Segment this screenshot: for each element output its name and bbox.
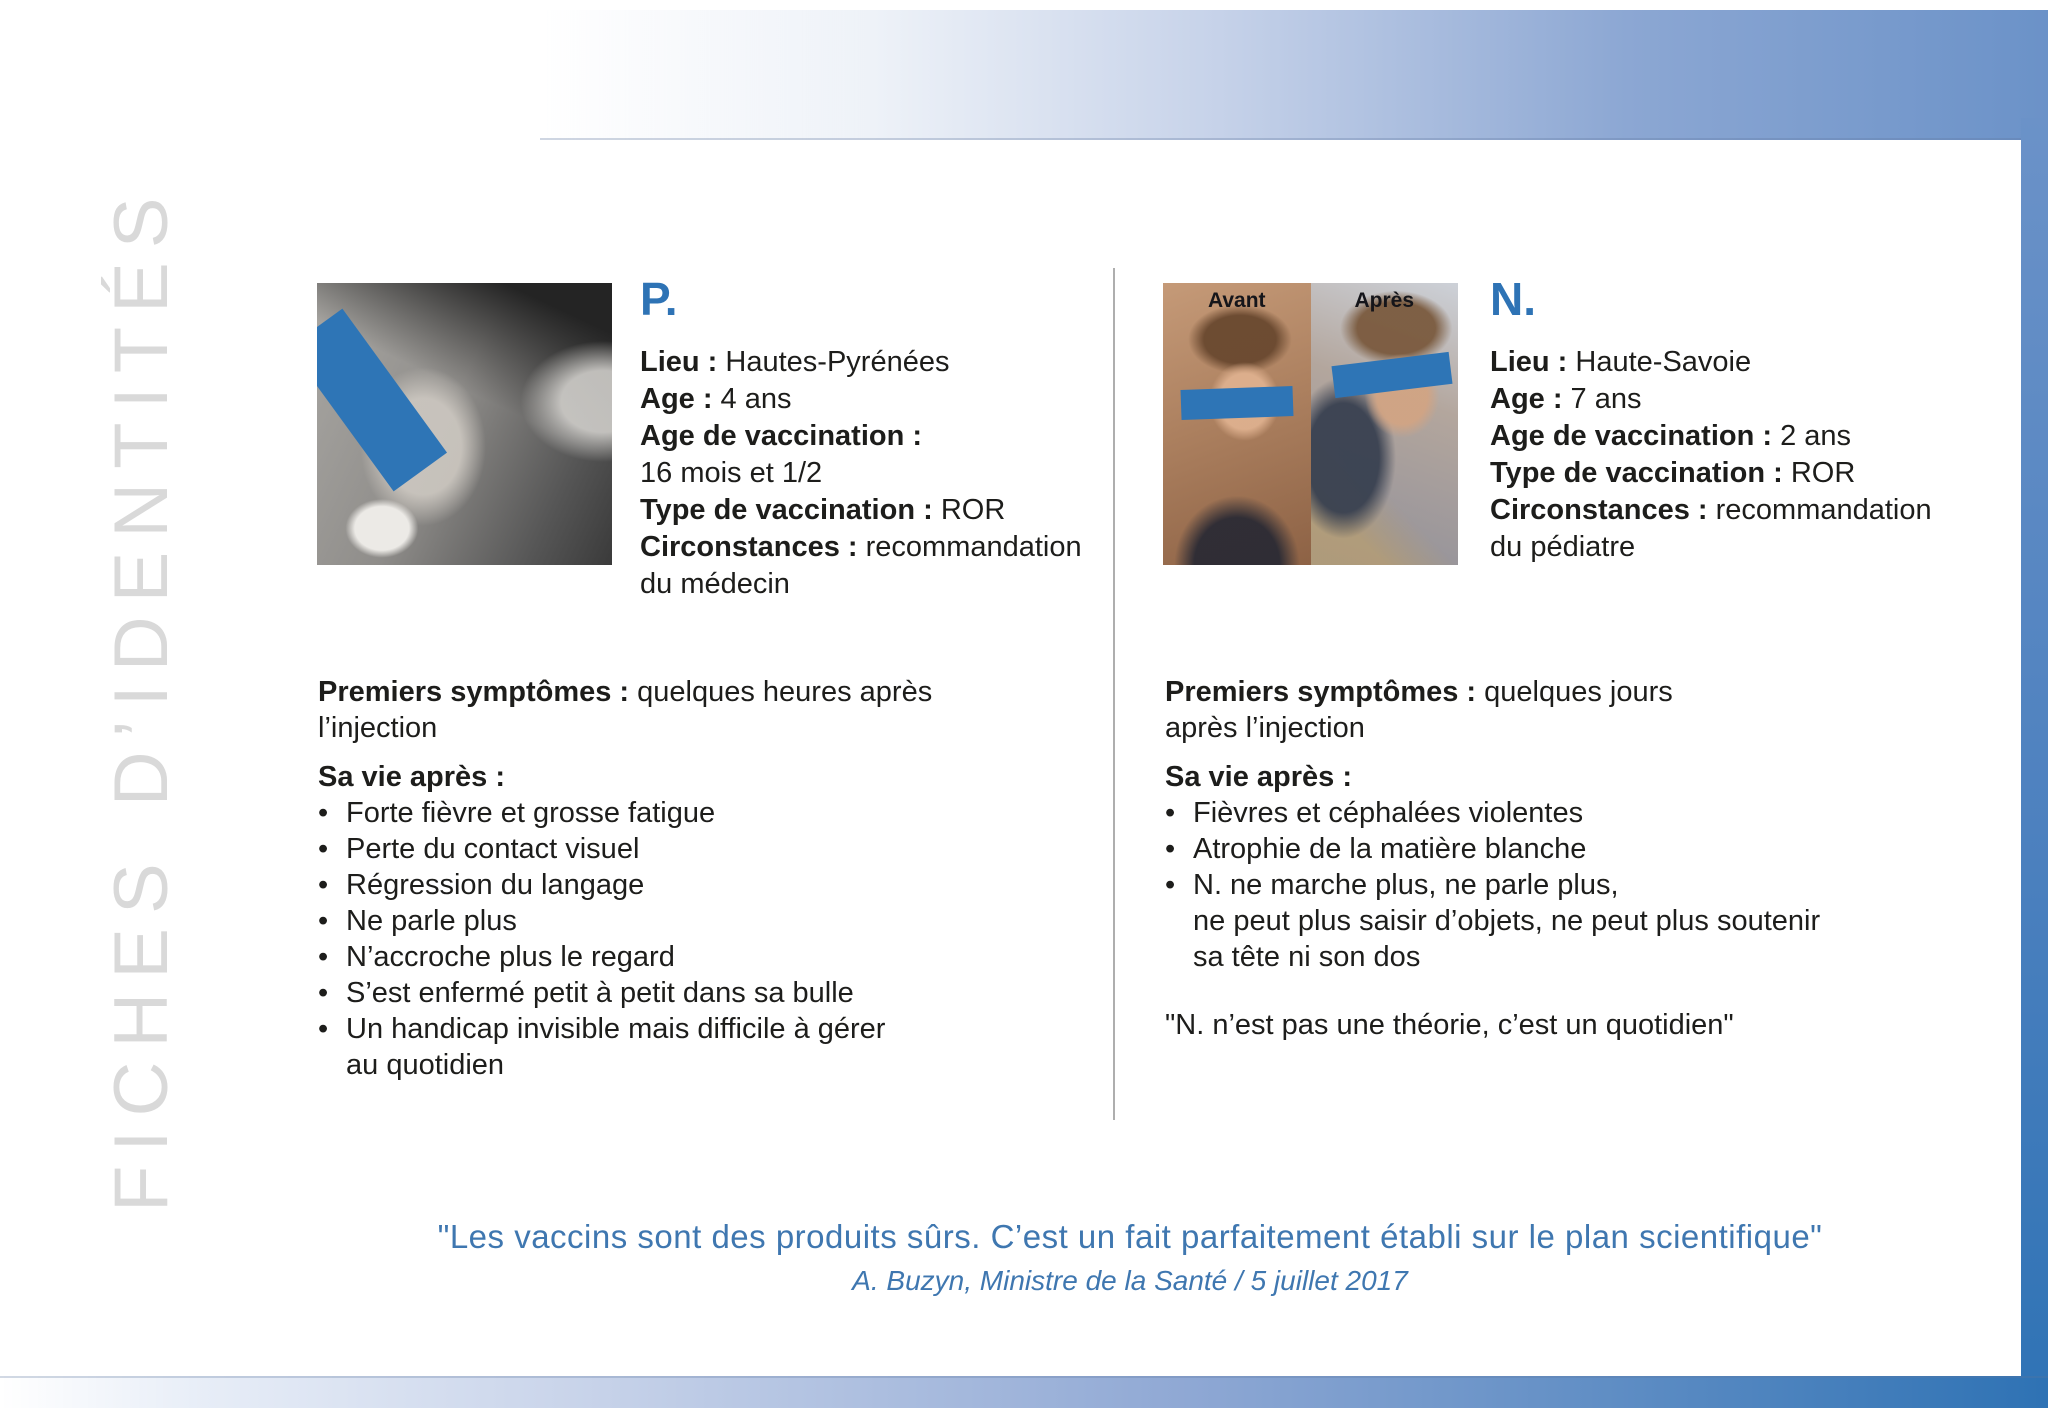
after-title: Sa vie après : <box>318 761 505 793</box>
bullet-item: • N. ne marche plus, ne parle plus, <box>1165 869 1619 901</box>
bullet-dot: • <box>1165 869 1176 901</box>
censor-bar <box>317 309 447 492</box>
info-line: du pédiatre <box>1490 531 1636 563</box>
bullet-continuation: ne peut plus saisir d’objets, ne peut plus soutenir <box>1193 905 1821 937</box>
case-p-info <box>640 344 1082 603</box>
case-n-photos <box>1163 283 1458 565</box>
bullet-dot: • <box>318 797 329 829</box>
case-p-heading: P. <box>640 273 678 325</box>
bullet-item: • Forte fièvre et grosse fatigue <box>318 797 716 829</box>
bullet-continuation: sa tête ni son dos <box>1193 941 1421 973</box>
bullet-item: • Atrophie de la matière blanche <box>1165 833 1587 865</box>
bullet-dot: • <box>318 941 329 973</box>
info-line: Age : 7 ans <box>1490 383 1642 415</box>
info-line: Type de vaccination : ROR <box>640 494 1006 526</box>
info-line: Type de vaccination : ROR <box>1490 457 1856 489</box>
symptom-lines <box>1165 674 1925 746</box>
bottom-gradient-band <box>0 1376 2048 1408</box>
top-gradient-band <box>540 10 2048 140</box>
bullet-item: • S’est enfermé petit à petit dans sa bulle <box>318 977 854 1009</box>
case-p-symptoms <box>318 674 1018 1083</box>
footer-quote: "Les vaccins sont des produits sûrs. C’est un fait parfaitement établi sur le plan scientifique" <box>437 1218 1823 1255</box>
info-line: Lieu : Haute-Savoie <box>1490 346 1752 378</box>
case-n-info <box>1490 344 1932 566</box>
bullet-dot: • <box>318 833 329 865</box>
symptom-line: Premiers symptômes : quelques jours <box>1165 676 1673 708</box>
symptom-line: Premiers symptômes : quelques heures après <box>318 676 933 708</box>
bullet-item: • Fièvres et céphalées violentes <box>1165 797 1584 829</box>
photo-after <box>1311 283 1459 565</box>
case-p-photo <box>317 283 612 565</box>
bullet-list <box>1165 795 1925 975</box>
column-divider <box>1113 268 1115 1120</box>
bullet-dot: • <box>318 1013 329 1045</box>
bullet-dot: • <box>318 905 329 937</box>
info-line: Circonstances : recommandation <box>640 531 1082 563</box>
censor-bar <box>1331 352 1452 398</box>
bullet-item: • Perte du contact visuel <box>318 833 640 865</box>
right-gradient-strip <box>2021 118 2048 1408</box>
case-quote: "N. n’est pas une théorie, c’est un quotidien" <box>1165 1009 1734 1041</box>
symptom-lines <box>318 674 1018 746</box>
after-title: Sa vie après : <box>1165 761 1352 793</box>
symptom-line: l’injection <box>318 712 438 744</box>
bullet-dot: • <box>1165 833 1176 865</box>
photo-label-after: Après <box>1354 289 1415 312</box>
photo-before <box>1163 283 1311 565</box>
footer-quote-block <box>215 1218 2045 1297</box>
bullet-list <box>318 795 1018 1083</box>
case-n-symptoms <box>1165 674 1925 1043</box>
info-line: Age de vaccination : <box>640 420 923 452</box>
censor-bar <box>1181 386 1294 420</box>
info-line: Age de vaccination : 2 ans <box>1490 420 1852 452</box>
bullet-item: • Un handicap invisible mais difficile à gérer <box>318 1013 886 1045</box>
footer-attribution: A. Buzyn, Ministre de la Santé / 5 juillet 2017 <box>852 1265 1408 1296</box>
bullet-continuation: au quotidien <box>346 1049 505 1081</box>
bullet-item: • Ne parle plus <box>318 905 517 937</box>
info-line: Circonstances : recommandation <box>1490 494 1932 526</box>
side-title: FICHES D’IDENTITÉS <box>99 183 184 1212</box>
info-line: du médecin <box>640 568 790 600</box>
bullet-dot: • <box>1165 797 1176 829</box>
info-line: Lieu : Hautes-Pyrénées <box>640 346 950 378</box>
bullet-dot: • <box>318 869 329 901</box>
bullet-item: • Régression du langage <box>318 869 645 901</box>
symptom-line: après l’injection <box>1165 712 1365 744</box>
info-lines <box>1490 344 1932 566</box>
bullet-dot: • <box>318 977 329 1009</box>
info-line: 16 mois et 1/2 <box>640 457 823 489</box>
info-line: Age : 4 ans <box>640 383 792 415</box>
photo-label-before: Avant <box>1207 289 1266 312</box>
case-n-heading: N. <box>1490 273 1536 325</box>
info-lines <box>640 344 1082 603</box>
bullet-item: • N’accroche plus le regard <box>318 941 675 973</box>
